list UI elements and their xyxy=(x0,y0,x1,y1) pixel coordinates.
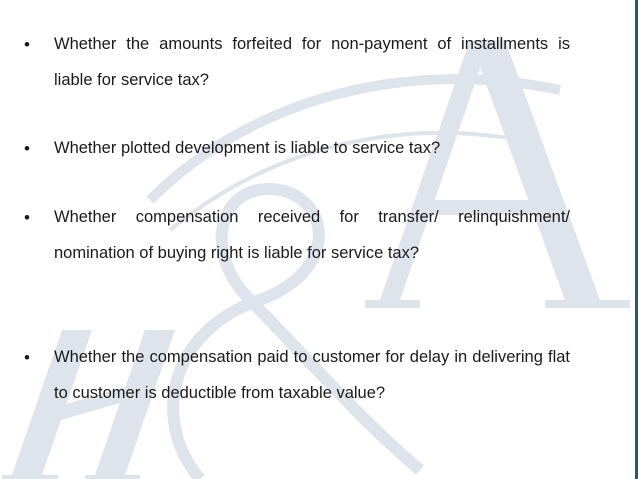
bullet-marker: • xyxy=(24,348,30,367)
bullet-text: Whether the amounts forfeited for non-payment of installments is liable for service tax? xyxy=(54,35,570,89)
bullet-marker: • xyxy=(24,35,30,54)
bullet-text: Whether plotted development is liable to service tax? xyxy=(54,139,441,157)
bullet-text: Whether the compensation paid to customer for delay in delivering flat to customer is deductible from taxable value? xyxy=(54,348,570,402)
bullet-text: Whether compensation received for transfer/ relinquishment/ nomination of buying right is liable for service tax? xyxy=(54,208,570,262)
bullet-marker: • xyxy=(24,208,30,227)
bullet-marker: • xyxy=(24,139,30,158)
